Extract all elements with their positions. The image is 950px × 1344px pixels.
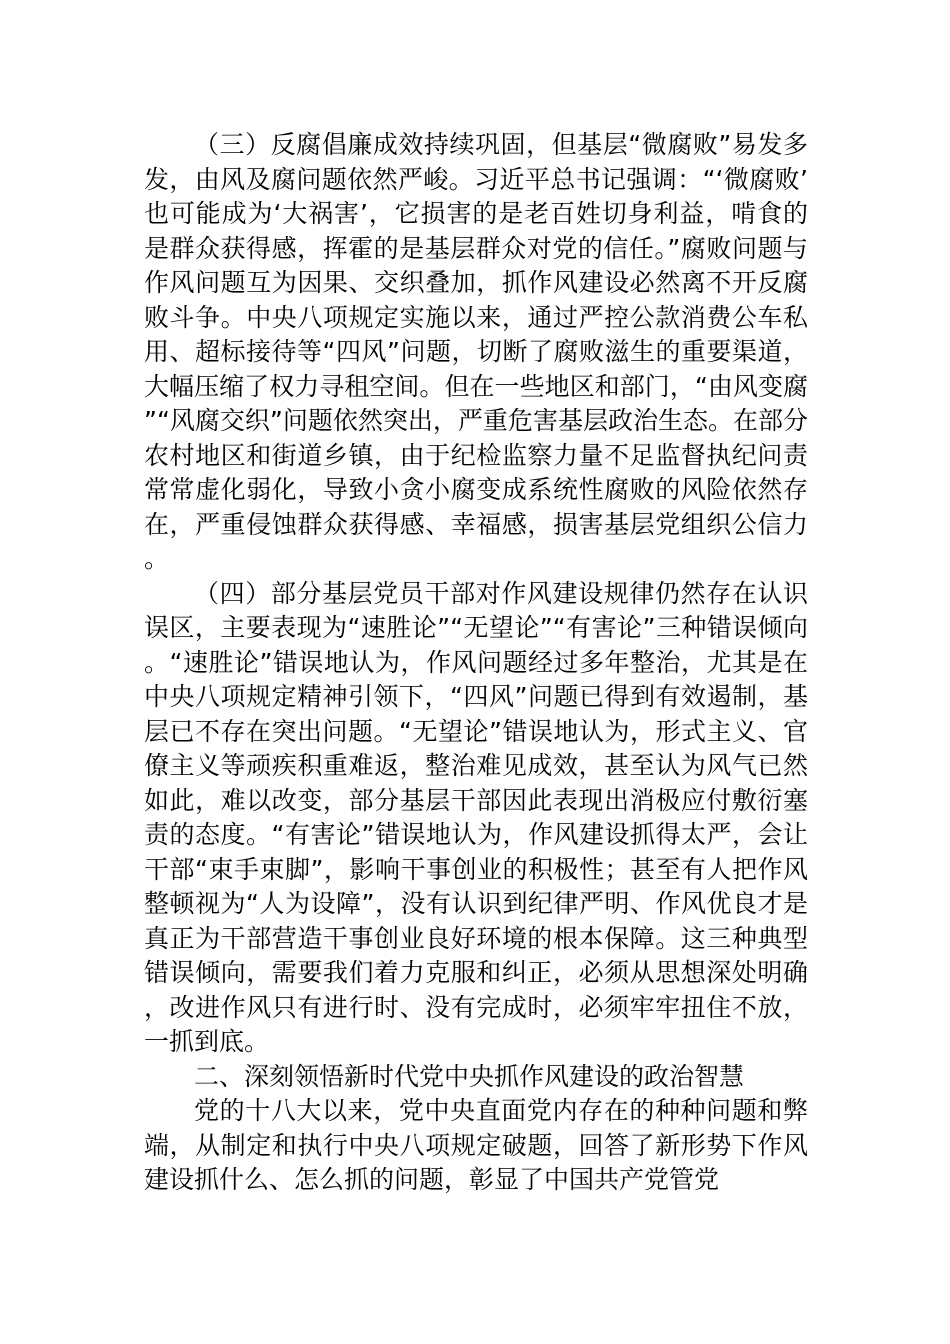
paragraph-closing: 党的十八大以来，党中央直面党内存在的种种问题和弊端，从制定和执行中央八项规定破题，回答了新形势下作风建设抓什么、怎么抓的问题，彰显了中国共产党管党 <box>144 1096 808 1194</box>
paragraph-section-four: （四）部分基层党员干部对作风建设规律仍然存在认识误区，主要表现为“速胜论”“无望论”“有害论”三种错误倾向。“速胜论”错误地认为，作风问题经过多年整治，尤其是在中央八项规定精神引领下，“四风”问题已得到有效遏制，基层已不存在突出问题。“无望论”错误地认为，形式主义、官僚主义等顽疾积重难返，整治难见成效，甚至认为风气已然如此，难以改变，部分基层干部因此表现出消极应付敷衍塞责的态度。“有害论”错误地认为，作风建设抓得太严，会让干部“束手束脚”，影响干事创业的积极性；甚至有人把作风整顿视为“人为设障”，没有认识到纪律严明、作风优良才是真正为干部营造干事创业良好环境的根本保障。这三种典型错误倾向，需要我们着力克服和纠正，必须从思想深处明确，改进作风只有进行时、没有完成时，必须牢牢扭住不放，一抓到底。 <box>144 578 808 1056</box>
document-body <box>144 128 808 1198</box>
paragraph-section-three: （三）反腐倡廉成效持续巩固，但基层“微腐败”易发多发，由风及腐问题依然严峻。习近平总书记强调：“‘微腐败’也可能成为‘大祸害’，它损害的是老百姓切身利益，啃食的是群众获得感，挥霍的是基层群众对党的信任。”腐败问题与作风问题互为因果、交织叠加，抓作风建设必然离不开反腐败斗争。中央八项规定实施以来，通过严控公款消费公车私用、超标接待等“四风”问题，切断了腐败滋生的重要渠道，大幅压缩了权力寻租空间。但在一些地区和部门，“由风变腐”“风腐交织”问题依然突出，严重危害基层政治生态。在部分农村地区和街道乡镇，由于纪检监察力量不足监督执纪问责常常虚化弱化，导致小贪小腐变成系统性腐败的风险依然存在，严重侵蚀群众获得感、幸福感，损害基层党组织公信力。 <box>144 130 808 573</box>
section-heading: 二、深刻领悟新时代党中央抓作风建设的政治智慧 <box>194 1061 745 1091</box>
